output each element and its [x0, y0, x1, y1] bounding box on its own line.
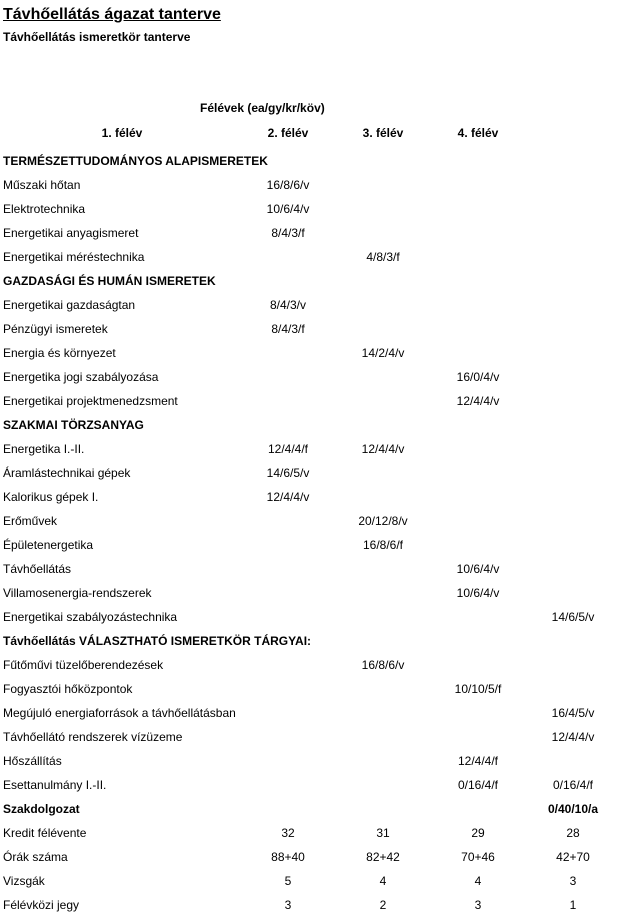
subject-name: Műszaki hőtan — [3, 178, 81, 192]
semester-2-cell: 16/8/6/v — [361, 658, 405, 672]
subject-name: Megújuló energiaforrások a távhőellátásban — [3, 706, 236, 720]
table-row — [0, 438, 620, 462]
table-row — [0, 846, 620, 870]
section-title: SZAKMAI TÖRZSANYAG — [3, 418, 144, 432]
semester-4-cell: 42+70 — [556, 850, 590, 864]
table-row — [0, 822, 620, 846]
semester-2-cell: 82+42 — [366, 850, 400, 864]
subject-name: Villamosenergia-rendszerek — [3, 586, 152, 600]
semester-3-cell: 29 — [471, 826, 485, 840]
subject-name: Fűtőművi tüzelőberendezések — [3, 658, 164, 672]
section-title: TERMÉSZETTUDOMÁNYOS ALAPISMERETEK — [3, 154, 268, 168]
table-row — [0, 318, 620, 342]
table-row — [0, 198, 620, 222]
table-row — [0, 726, 620, 750]
section-title: GAZDASÁGI ÉS HUMÁN ISMERETEK — [3, 274, 216, 288]
semester-header: Félévek (ea/gy/kr/köv) — [200, 101, 325, 115]
semester-3-cell: 12/4/4/f — [457, 754, 499, 768]
semester-1-cell: 12/4/4/v — [266, 490, 310, 504]
subject-name: Épületenergetika — [3, 538, 94, 552]
subject-name: Kredit félévente — [3, 826, 87, 840]
page-subtitle: Távhőellátás ismeretkör tanterve — [3, 30, 191, 44]
subject-name: Távhőellátó rendszerek vízüzeme — [3, 730, 183, 744]
semester-2-cell: 20/12/8/v — [358, 514, 408, 528]
table-row — [0, 342, 620, 366]
semester-3-cell: 10/6/4/v — [456, 586, 500, 600]
table-row — [0, 510, 620, 534]
semester-1-cell: 88+40 — [271, 850, 305, 864]
subject-name: Áramlástechnikai gépek — [3, 466, 131, 480]
column-header-semester-3: 3. félév — [362, 126, 404, 140]
table-row — [0, 174, 620, 198]
subject-name: Elektrotechnika — [3, 202, 86, 216]
subject-name: Hőszállítás — [3, 754, 62, 768]
column-header-semester-1: 1. félév — [101, 126, 143, 140]
semester-1-cell: 5 — [284, 874, 292, 888]
semester-4-cell: 28 — [566, 826, 580, 840]
semester-3-cell: 70+46 — [461, 850, 495, 864]
subject-name: Energetikai anyagismeret — [3, 226, 139, 240]
table-row — [0, 750, 620, 774]
semester-4-cell: 0/16/4/f — [552, 778, 594, 792]
table-row — [0, 582, 620, 606]
section-header-row — [0, 414, 620, 438]
semester-1-cell: 16/8/6/v — [266, 178, 310, 192]
table-row — [0, 774, 620, 798]
subject-name: Órák száma — [3, 850, 68, 864]
semester-4-cell: 3 — [569, 874, 577, 888]
semester-1-cell: 10/6/4/v — [266, 202, 310, 216]
semester-3-cell: 10/6/4/v — [456, 562, 500, 576]
column-header-semester-2: 2. félév — [267, 126, 309, 140]
semester-4-cell: 1 — [569, 898, 577, 912]
semester-1-cell: 8/4/3/v — [269, 298, 307, 312]
semester-3-cell: 3 — [474, 898, 482, 912]
semester-1-cell: 14/6/5/v — [266, 466, 310, 480]
table-row — [0, 222, 620, 246]
section-header-row — [0, 150, 620, 174]
subject-name: Energetika jogi szabályozása — [3, 370, 159, 384]
semester-3-cell: 0/16/4/f — [457, 778, 499, 792]
semester-4-cell: 12/4/4/v — [551, 730, 595, 744]
subject-name: Kalorikus gépek I. — [3, 490, 99, 504]
table-row — [0, 678, 620, 702]
subject-name: Energia és környezet — [3, 346, 116, 360]
subject-name: Esettanulmány I.-II. — [3, 778, 107, 792]
table-row — [0, 702, 620, 726]
subject-name: Energetikai gazdaságtan — [3, 298, 136, 312]
table-row — [0, 558, 620, 582]
table-row — [0, 606, 620, 630]
semester-1-cell: 32 — [281, 826, 295, 840]
semester-3-cell: 10/10/5/f — [454, 682, 502, 696]
page-title: Távhőellátás ágazat tanterve — [3, 6, 221, 23]
semester-1-cell: 12/4/4/f — [267, 442, 309, 456]
semester-2-cell: 16/8/6/f — [362, 538, 404, 552]
table-row — [0, 798, 620, 822]
table-row — [0, 534, 620, 558]
semester-2-cell: 4/8/3/f — [366, 250, 400, 264]
semester-4-cell: 16/4/5/v — [551, 706, 595, 720]
subject-name: Energetikai méréstechnika — [3, 250, 145, 264]
semester-2-cell: 12/4/4/v — [361, 442, 405, 456]
table-row — [0, 246, 620, 270]
subject-name: Félévközi jegy — [3, 898, 80, 912]
section-title: Távhőellátás VÁLASZTHATÓ ISMERETKÖR TÁRGYAI: — [3, 634, 312, 648]
section-header-row — [0, 270, 620, 294]
subject-name: Vizsgák — [3, 874, 45, 888]
subject-name: Energetikai szabályozástechnika — [3, 610, 178, 624]
subject-name: Energetika I.-II. — [3, 442, 85, 456]
table-row — [0, 462, 620, 486]
semester-4-cell: 0/40/10/a — [547, 802, 599, 816]
table-row — [0, 366, 620, 390]
section-header-row — [0, 630, 620, 654]
semester-1-cell: 8/4/3/f — [271, 322, 305, 336]
semester-2-cell: 31 — [376, 826, 390, 840]
table-row — [0, 390, 620, 414]
semester-3-cell: 16/0/4/v — [456, 370, 500, 384]
semester-1-cell: 3 — [284, 898, 292, 912]
table-row — [0, 294, 620, 318]
subject-name: Távhőellátás — [3, 562, 72, 576]
semester-3-cell: 12/4/4/v — [456, 394, 500, 408]
table-row — [0, 486, 620, 510]
subject-name: Pénzügyi ismeretek — [3, 322, 108, 336]
table-row — [0, 894, 620, 918]
table-row — [0, 870, 620, 894]
column-header-semester-4: 4. félév — [457, 126, 499, 140]
semester-3-cell: 4 — [474, 874, 482, 888]
subject-name: Szakdolgozat — [3, 802, 80, 816]
semester-2-cell: 14/2/4/v — [361, 346, 405, 360]
semester-1-cell: 8/4/3/f — [271, 226, 305, 240]
subject-name: Erőművek — [3, 514, 58, 528]
subject-name: Fogyasztói hőközpontok — [3, 682, 133, 696]
semester-2-cell: 2 — [379, 898, 387, 912]
subject-name: Energetikai projektmenedzsment — [3, 394, 178, 408]
semester-2-cell: 4 — [379, 874, 387, 888]
semester-4-cell: 14/6/5/v — [551, 610, 595, 624]
table-row — [0, 654, 620, 678]
